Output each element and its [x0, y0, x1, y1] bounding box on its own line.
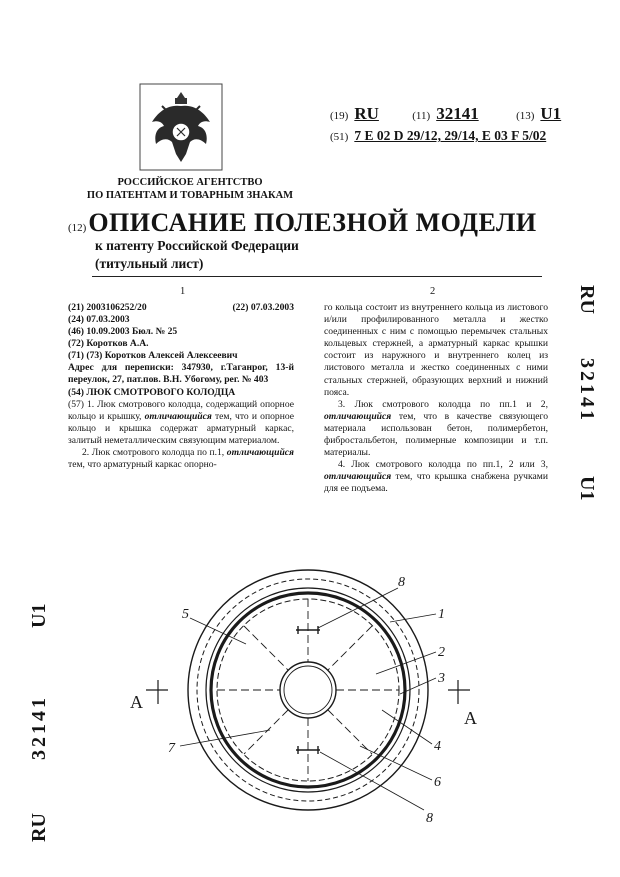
column-number-1: 1 — [180, 286, 186, 297]
agency-line-2: ПО ПАТЕНТАМ И ТОВАРНЫМ ЗНАКАМ — [86, 190, 294, 201]
document-title — [68, 208, 537, 238]
bib-46: (46) 10.09.2003 Бюл. № 25 — [68, 326, 178, 338]
label-4: 4 — [434, 739, 441, 754]
side-mark-left-kind: U1 — [28, 603, 50, 628]
title-divider — [92, 276, 542, 277]
section-label-right: А — [464, 708, 477, 728]
claim-1-text-b: тем, что и опорное кольцо и крышка содержат арматурный каркас, залитый неметаллическим связующим материалом. — [68, 410, 294, 446]
claim-3-text-a: 3. Люк смотрового колодца по пп.1 и 2, — [338, 398, 548, 410]
manhole-drawing — [100, 560, 520, 860]
agency-line-1: РОССИЙСКОЕ АГЕНТСТВО — [117, 177, 263, 188]
claim-2-continued: го кольца состоит из внутреннего кольца из листового и/или профилированного металла и жестко соединенных с ним с помощью перемычек стальных кольцевых стержней, а арматурный каркас крышки состоит из наружного и внутреннего колец из листового металла и жестко соединенных с ними стальных стержней, образующих верхний и нижний пояса. — [324, 302, 548, 398]
label-6: 6 — [434, 775, 441, 790]
bib-address: Адрес для переписки: 347930, г.Таганрог, 13-й переулок, 27, пат.пов. В.Н. Убогому, рег. № 403 — [68, 362, 294, 386]
claim-4-text-b: тем, что крышка снабжена ручками для ее подъема. — [324, 471, 548, 495]
claim-3 — [324, 399, 548, 459]
claim-4-emphasis: отличающийся — [324, 471, 392, 483]
label-2: 2 — [438, 645, 445, 660]
coat-of-arms-emblem — [138, 82, 224, 172]
claim-1-emphasis: отличающийся — [144, 410, 212, 422]
side-mark-right-number: 32141 — [576, 358, 598, 423]
bib-21: (21) 2003106252/20 — [68, 302, 147, 313]
claim-3-emphasis: отличающийся — [324, 410, 392, 422]
side-mark-left-country: RU — [28, 813, 50, 842]
title-subline-1: к патенту Российской Федерации — [95, 238, 299, 253]
code-13: (13) — [516, 110, 535, 122]
header-row-1 — [330, 104, 561, 124]
header-row-2 — [330, 128, 546, 144]
bib-24: (24) 07.03.2003 — [68, 314, 130, 325]
claim-2-emphasis: отличающийся — [226, 447, 294, 459]
code-19: (19) — [330, 110, 349, 122]
code-11: (11) — [412, 110, 431, 122]
bib-54: (54) ЛЮК СМОТРОВОГО КОЛОДЦА — [68, 386, 236, 398]
label-7: 7 — [168, 741, 175, 756]
label-1: 1 — [438, 607, 445, 622]
label-3: 3 — [438, 671, 445, 686]
side-mark-right-kind: U1 — [576, 476, 598, 501]
label-8-bottom: 8 — [426, 811, 433, 826]
bib-71-73: (71) (73) Коротков Алексей Алексеевич — [68, 350, 238, 362]
label-8-top: 8 — [398, 575, 405, 590]
section-label-left: А — [130, 692, 143, 712]
title-subline-2: (титульный лист) — [95, 256, 204, 271]
side-mark-right-country: RU — [576, 285, 598, 314]
column-number-2: 2 — [430, 286, 436, 297]
label-5: 5 — [182, 607, 189, 622]
claim-2-text-a: 2. Люк смотрового колодца по п.1, — [82, 447, 227, 459]
kind-code: U1 — [540, 104, 562, 123]
agency-name — [60, 176, 320, 202]
right-column — [324, 302, 548, 496]
claim-3-text-b: тем, что в качестве связующего материала использован бетон, полимербетон, фибростальбетон, полимерные композиции и т.п. материалы. — [324, 410, 548, 459]
title-text: ОПИСАНИЕ ПОЛЕЗНОЙ МОДЕЛИ — [88, 208, 537, 237]
left-column — [68, 302, 294, 471]
claim-4 — [324, 459, 548, 495]
side-mark-left-number: 32141 — [28, 695, 50, 760]
center-ring — [280, 662, 336, 718]
claim-1 — [68, 399, 294, 447]
ipc-classes: 7 E 02 D 29/12, 29/14, E 03 F 5/02 — [354, 128, 547, 143]
bib-22: (22) 07.03.2003 — [232, 302, 294, 313]
country-code: RU — [354, 104, 379, 123]
code-51: (51) — [330, 131, 349, 143]
claim-2-text-b: тем, что арматурный каркас опорно- — [68, 459, 217, 471]
bib-72: (72) Коротков А.А. — [68, 338, 149, 350]
claim-1-text-a: (57) 1. Люк смотрового колодца, содержащий опорное кольцо и крышку, — [68, 398, 294, 422]
patent-number: 32141 — [436, 104, 479, 123]
code-12: (12) — [68, 222, 87, 234]
claim-2 — [68, 447, 294, 471]
claim-4-text-a: 4. Люк смотрового колодца по пп.1, 2 или 3, — [338, 459, 548, 471]
